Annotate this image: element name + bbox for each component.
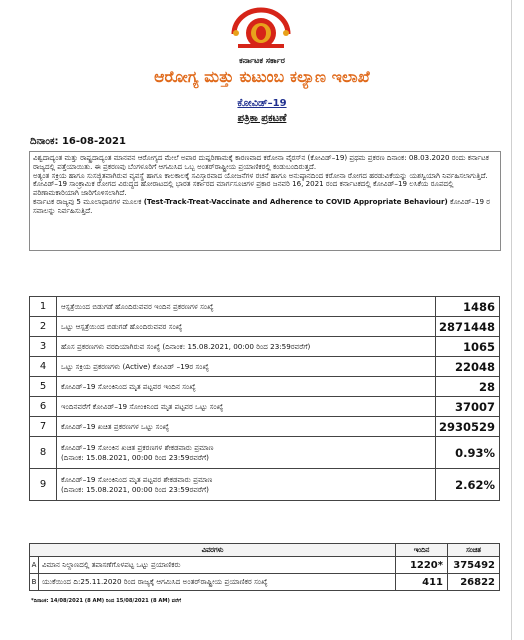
row-number: 2 [30, 317, 57, 337]
table-row [30, 337, 500, 357]
row-number: 3 [30, 337, 57, 357]
table-row [30, 469, 500, 501]
header-details: ವಿವರಗಳು [30, 544, 396, 557]
row-label: ಕೋವಿಡ್–19 ಖಚಿತ ಪ್ರಕರಣಗಳ ಒಟ್ಟು ಸಂಖ್ಯೆ [57, 417, 436, 437]
intro-paragraph-1: ವಿಶ್ವದಾದ್ಯಂತ ಮತ್ತು ರಾಷ್ಟ್ರದಾದ್ಯಂತ ಮಾನವನ ಆರೋಗ್ಯದ ಮೇಲೆ ಅಪಾರ ದುಷ್ಪರಿಣಾಮಕ್ಕೆ ಕಾರಣವಾದ ಕರೋನಾ ವೈರಸ್‌ನ (ಕೋವಿಡ್–19) ಪ್ರಥಮ ಪ್ರಕರಣ ದಿನಾಂಕ: 08.03.2020 ರಂದು ಕರ್ನಾಟಕ ರಾಜ್ಯದಲ್ಲಿ ಪತ್ತೆಯಾಯಿತು. ಈ ಪ್ರಕರಣವು ಬೆಂಗಳೂರಿಗೆ ಆಗಮಿಸಿದ ಒಬ್ಬ ಅಂತರ್‌ರಾಷ್ಟ್ರೀಯ ಪ್ರಯಾಣಿಕರಲ್ಲಿ ಕಂಡುಬಂದಿರುತ್ತದೆ. [33, 153, 489, 171]
row-value: 1486 [436, 297, 500, 317]
row-number: 6 [30, 397, 57, 417]
intro-paragraph-4-pre: ಕರ್ನಾಟಕ ರಾಜ್ಯವು 5 ಮೂಲಾಧಾರಗಳ ಮೂಲಕ [33, 196, 142, 206]
row-value: 2.62% [436, 469, 500, 501]
table-row [30, 377, 500, 397]
table-row [30, 437, 500, 469]
row-label-two-line [57, 437, 436, 469]
row-number: 4 [30, 357, 57, 377]
intro-paragraph-4-bold: (Test-Track-Treat-Vaccinate and Adherence to COVID Appropriate Behaviour) [143, 196, 448, 206]
row-letter: A [30, 557, 39, 574]
row-label-two-line [57, 469, 436, 501]
row-label: ವಿಮಾನ ನಿಲ್ದಾಣದಲ್ಲಿ ತಪಾಸಣೆಗೊಳಪಟ್ಟ ಒಟ್ಟು ಪ್ರಯಾಣಿಕರು [39, 557, 396, 574]
row-label: ಇಂದಿನವರೆಗೆ ಕೋವಿಡ್–19 ಸೋಂಕಿನಿಂದ ಮೃತ ಪಟ್ಟವರ ಒಟ್ಟು ಸಂಖ್ಯೆ [57, 397, 436, 417]
row-label: ಕೋವಿಡ್–19 ಸೋಂಕಿನ ಖಚಿತ ಪ್ರಕರಣಗಳ ಶೇಕಡವಾರು ಪ್ರಮಾಣ [61, 442, 214, 452]
intro-paragraph-box [29, 151, 501, 251]
row-label: ಆಸ್ಪತ್ರೆಯಿಂದ ಬಿಡುಗಡೆ ಹೊಂದಿರುವವರ ಇಂದಿನ ಪ್ರಕರಣಗಳ ಸಂಖ್ಯೆ [57, 297, 436, 317]
intro-paragraph-2: ಅತ್ಯಂತ ಸಕ್ರಿಯ ಹಾಗೂ ಸುಸಜ್ಜಿತವಾಗಿರುವ ವ್ಯವಸ್ಥೆ ಹಾಗೂ ಕಾಲಕಾಲಕ್ಕೆ ಸವಿಸ್ತಾರವಾದ ಯೋಜನೆಗಳ ರಚನೆ ಹಾಗೂ ಅನುಷ್ಠಾನದಿಂದ ಕರೋನಾ ರೋಗದ ಹರಡುವಿಕೆಯನ್ನು ಯಶಸ್ವಿಯಾಗಿ ನಿರ್ವಹಿಸಲಾಗುತ್ತಿದೆ. [33, 170, 488, 180]
row-cumulative-value: 375492 [448, 557, 500, 574]
traveller-table [29, 543, 500, 591]
row-sublabel: (ದಿನಾಂಕ: 15.08.2021, 00:00 ರಿಂದ 23:59ರವರೆಗೆ) [61, 452, 209, 462]
row-number: 9 [30, 469, 57, 501]
row-number: 7 [30, 417, 57, 437]
table-row [30, 397, 500, 417]
row-label: ಹೊಸ ಪ್ರಕರಣಗಳು ವರದಿಯಾಗಿರುವ ಸಂಖ್ಯೆ (ದಿನಾಂಕ: 15.08.2021, 00:00 ರಿಂದ 23:59ರವರೆಗೆ) [57, 337, 436, 357]
row-value: 28 [436, 377, 500, 397]
row-number: 8 [30, 437, 57, 469]
row-label: ಕೋವಿಡ್–19 ಸೋಂಕಿನಿಂದ ಮೃತ ಪಟ್ಟವರ ಶೇಕಡವಾರು ಪ್ರಮಾಣ [61, 474, 213, 484]
table-row [30, 417, 500, 437]
row-value: 22048 [436, 357, 500, 377]
row-value: 1065 [436, 337, 500, 357]
row-label: ಒಟ್ಟು ಆಸ್ಪತ್ರೆಯಿಂದ ಬಿಡುಗಡೆ ಹೊಂದಿರುವವರ ಸಂಖ್ಯೆ [57, 317, 436, 337]
table-row [30, 574, 500, 591]
intro-paragraph-3: ಕೋವಿಡ್–19 ಸಾಂಕ್ರಾಮಿಕ ರೋಗದ ವಿರುದ್ಧದ ಹೋರಾಟದಲ್ಲಿ ಭಾರತ ಸರ್ಕಾರದ ಮಾರ್ಗಸೂಚಿಗಳ ಪ್ರಕಾರ ಜನವರಿ 16, 2021 ರಂದ ಕರ್ನಾಟಕದಲ್ಲಿ ಕೋವಿಡ್–19 ಲಸಿಕೆಯ ರೂಪದಲ್ಲಿ ಪರಿಣಾಮಕಾರಿಯಾಗಿ ಜಾರಿಗೊಳಿಸಲಾಗಿದೆ. [33, 179, 454, 198]
release-date: ದಿನಾಂಕ: 16-08-2021 [30, 136, 126, 147]
government-name: ಕರ್ನಾಟಕ ಸರ್ಕಾರ [239, 56, 285, 65]
row-label: ಯುಕೆಯಿಂದ ದಿ:25.11.2020 ರಿಂದ ರಾಜ್ಯಕ್ಕೆ ಆಗಮಿಸಿದ ಅಂತರ್‌ರಾಷ್ಟ್ರೀಯ ಪ್ರಯಾಣಿಕರ ಸಂಖ್ಯೆ [39, 574, 396, 591]
table-header-row [30, 544, 500, 557]
row-letter: B [30, 574, 39, 591]
covid-stats-table [29, 296, 500, 501]
row-value: 0.93% [436, 437, 500, 469]
karnataka-emblem-icon [228, 6, 294, 52]
page-edge-rule [511, 0, 512, 640]
covid-title: ಕೋವಿಡ್–19 [237, 98, 287, 109]
table-row [30, 357, 500, 377]
row-number: 5 [30, 377, 57, 397]
row-sublabel: (ದಿನಾಂಕ: 15.08.2021, 00:00 ರಿಂದ 23:59ರವರೆಗೆ) [61, 484, 209, 494]
row-cumulative-value: 26822 [448, 574, 500, 591]
intro-paragraph-4-post: ಕೋವಿಡ್–19 ರ ಸವಾಲನ್ನು ನಿರ್ವಹಿಸುತ್ತಿದೆ. [33, 196, 491, 215]
table-row [30, 297, 500, 317]
footnote: *ದಿನಾಂಕ: 14/08/2021 (8 AM) ರಿಂದ 15/08/2021 (8 AM) ವರೆಗೆ [31, 598, 182, 604]
row-today-value: 1220* [396, 557, 448, 574]
header-cumulative: ಸಂಚಿತ [448, 544, 500, 557]
table-row [30, 317, 500, 337]
intro-paragraph-4 [33, 198, 497, 216]
row-value: 37007 [436, 397, 500, 417]
press-release-title: ಪತ್ರಿಕಾ ಪ್ರಕಟಣೆ [237, 113, 287, 124]
row-today-value: 411 [396, 574, 448, 591]
row-value: 2871448 [436, 317, 500, 337]
department-name: ಆರೋಗ್ಯ ಮತ್ತು ಕುಟುಂಬ ಕಲ್ಯಾಣ ಇಲಾಖೆ [154, 68, 370, 86]
row-label: ಕೋವಿಡ್–19 ಸೋಂಕಿನಿಂದ ಮೃತ ಪಟ್ಟವರ ಇಂದಿನ ಸಂಖ್ಯೆ [57, 377, 436, 397]
table-row [30, 557, 500, 574]
row-label: ಒಟ್ಟು ಸಕ್ರಿಯ ಪ್ರಕರಣಗಳು (Active) ಕೋವಿಡ್ –19ರ ಸಂಖ್ಯೆ [57, 357, 436, 377]
row-number: 1 [30, 297, 57, 317]
header-today: ಇಂದಿನ [396, 544, 448, 557]
row-value: 2930529 [436, 417, 500, 437]
